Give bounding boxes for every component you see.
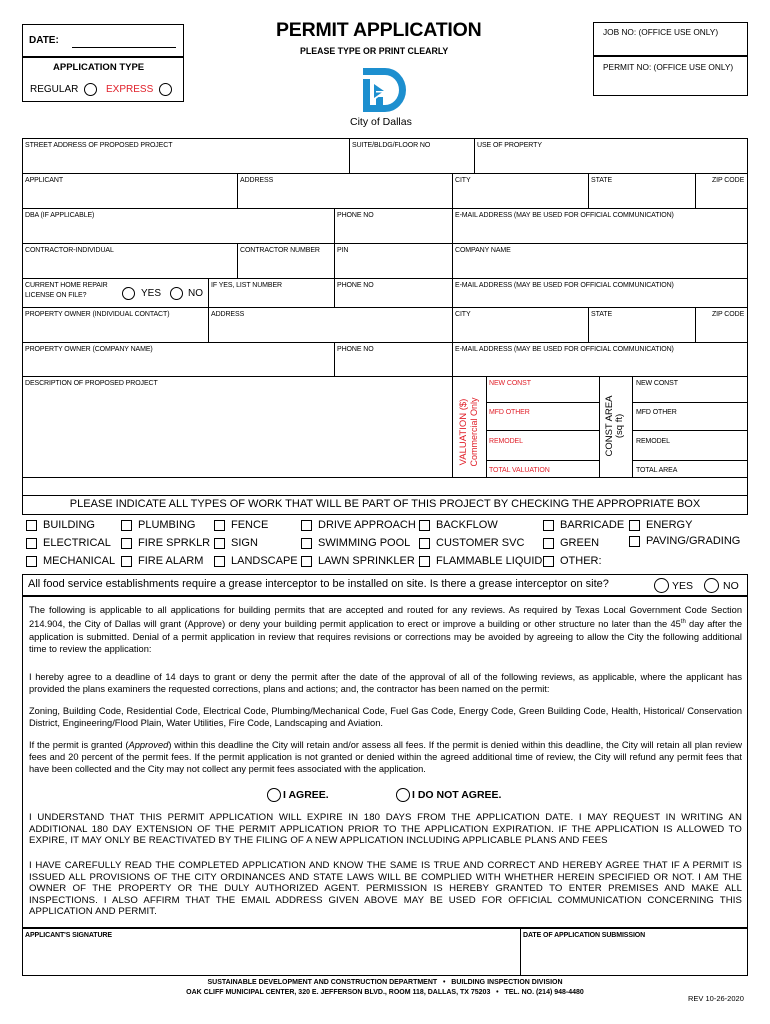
work-swimming-pool[interactable]: SWIMMING POOL [301,537,410,549]
agree-radio[interactable] [267,788,281,802]
owner-company-field[interactable]: PROPERTY OWNER (COMPANY NAME) [25,346,153,353]
work-fire-sprklr[interactable]: FIRE SPRKLR [121,537,210,549]
footer-address: OAK CLIFF MUNICIPAL CENTER, 320 E. JEFFERSON BLVD., ROOM 118, DALLAS, TX 75203 • TEL. NO. (214) 948-4480 [186,989,584,996]
contractor-number-field[interactable]: CONTRACTOR NUMBER [240,247,320,254]
checkbox[interactable] [419,520,430,531]
page-subtitle: PLEASE TYPE OR PRINT CLEARLY [300,46,449,56]
work-sign[interactable]: SIGN [214,537,258,549]
work-landscape[interactable]: LANDSCAPE [214,555,298,567]
checkbox[interactable] [301,520,312,531]
applicant-field[interactable]: APPLICANT [25,177,63,184]
area-new-const[interactable]: NEW CONST [636,380,678,387]
paragraph-expiration: I UNDERSTAND THAT THIS PERMIT APPLICATION WILL EXPIRE IN 180 DAYS FROM THE APPLICATION DATE. I MAY REQUEST IN WRITING AN ADDITIONAL 180 DAY EXTENSION OF THE PERMIT APPLICATION PRIOR TO THE APPLICATION EXPIRATION. IF THE APPLICATION IS ALLOWED TO EXPIRE, IT MAY ONLY BE REACTIVATED BY THE FILING OF A NEW APPLICATION INCLUDING APPLICABLE PLANS AND FEES [29,812,742,847]
applicant-address-field[interactable]: ADDRESS [240,177,274,184]
checkbox[interactable] [629,536,640,547]
applicant-zip-field[interactable]: ZIP CODE [712,177,745,184]
regular-label: REGULAR [30,84,79,95]
checkbox[interactable] [26,520,37,531]
checkbox[interactable] [26,538,37,549]
grease-question: All food service establishments require a grease interceptor to be installed on site. Is there a grease interceptor on site? [28,578,609,590]
repair-yes-radio[interactable] [122,287,135,300]
footer-department: SUSTAINABLE DEVELOPMENT AND CONSTRUCTION DEPARTMENT • BUILDING INSPECTION DIVISION [207,979,563,986]
disagree-label: I DO NOT AGREE. [412,789,502,801]
checkbox[interactable] [214,556,225,567]
application-type-label: APPLICATION TYPE [53,62,145,73]
owner-address-field[interactable]: ADDRESS [211,311,245,318]
owner-city-field[interactable]: CITY [455,311,471,318]
pin-field[interactable]: PIN [337,247,349,254]
page-title: PERMIT APPLICATION [276,19,482,41]
company-name-field[interactable]: COMPANY NAME [455,247,511,254]
checkbox[interactable] [629,520,640,531]
checkbox[interactable] [301,556,312,567]
applicant-state-field[interactable]: STATE [591,177,613,184]
work-fire-alarm[interactable]: FIRE ALARM [121,555,203,567]
submission-date-field[interactable]: DATE OF APPLICATION SUBMISSION [523,932,646,939]
checkbox[interactable] [121,538,132,549]
permit-no-label: PERMIT NO: (OFFICE USE ONLY) [603,62,734,72]
disagree-radio[interactable] [396,788,410,802]
paragraph-fees: If the permit is granted (Approved) within this deadline the City will retain and/or assess all fees. If the permit is denied within this deadline, the City will retain all plan review fees and 20 percent of the permit fees. If the permit application is not granted or denied within the agreed additional time of review, the City will refund any permit fees that have been collected and the City may not collect any permit fees associated with the application. [29,740,742,775]
paragraph-review-deadline: The following is applicable to all applications for building permits that are accepted and routed for any reviews. As required by Texas Local Government Code Section 214.904, the City of Dallas will grant (Approve) or deny your building permit application to erect or improve a building or other structure no later than the 45th day after the application is submitted. Denial of a permit application in review that requires revisions or corrections may be avoided by agreeing to allow the City the following additional time to review the application: [29,605,742,654]
owner-individual-field[interactable]: PROPERTY OWNER (INDIVIDUAL CONTACT) [25,311,170,318]
work-drive-approach[interactable]: DRIVE APPROACH [301,519,416,531]
valuation-mfd-other[interactable]: MFD OTHER [489,409,530,416]
date-input[interactable] [72,47,176,48]
paragraph-reviews-list: Zoning, Building Code, Residential Code, Electrical Code, Plumbing/Mechanical Code, Fuel Gas Code, Energy Code, Green Building Code, Health, Historical/ Conservation District, Engineering/Flood Plain, Water Utilities, Fire Code, Landscaping and Aviation. [29,706,742,729]
contractor-phone-field[interactable]: PHONE NO [337,282,374,289]
valuation-remodel[interactable]: REMODEL [489,438,523,445]
work-electrical[interactable]: ELECTRICAL [26,537,111,549]
repair-license-label-1: CURRENT HOME REPAIR [25,282,108,289]
valuation-label: VALUATION ($) Commercial Only [458,397,479,467]
list-number-field[interactable]: IF YES, LIST NUMBER [211,282,282,289]
agree-label: I AGREE. [283,789,329,801]
owner-zip-field[interactable]: ZIP CODE [712,311,745,318]
checkbox[interactable] [419,538,430,549]
work-energy[interactable]: ENERGY [629,519,692,531]
work-building[interactable]: BUILDING [26,519,95,531]
job-no-label: JOB NO: (OFFICE USE ONLY) [603,27,719,37]
grease-yes-radio[interactable] [654,578,669,593]
date-label: DATE: [29,35,59,46]
owner-phone-field[interactable]: PHONE NO [337,346,374,353]
dba-field[interactable]: DBA (IF APPLICABLE) [25,212,95,219]
owner-state-field[interactable]: STATE [591,311,613,318]
repair-no-radio[interactable] [170,287,183,300]
express-label: EXPRESS [106,84,154,95]
checkbox[interactable] [121,556,132,567]
work-plumbing[interactable]: PLUMBING [121,519,195,531]
checkbox[interactable] [543,538,554,549]
use-of-property-field[interactable]: USE OF PROPERTY [477,142,542,149]
repair-license-label-2: LICENSE ON FILE? [25,292,87,299]
checkbox[interactable] [26,556,37,567]
grease-no-radio[interactable] [704,578,719,593]
paragraph-affirmation: I HAVE CAREFULLY READ THE COMPLETED APPLICATION AND KNOW THE SAME IS TRUE AND CORRECT AND HEREBY AGREE THAT IF A PERMIT IS ISSUED ALL PROVISIONS OF THE CITY ORDINANCES AND STATE LAWS WILL BE COMPLIED WITH WHETHER HEREIN SPECIFIED OR NOT. I AM THE OWNER OF THE PROPERTY OR THE DULY AUTHORIZED AGENT. PERMISSION IS HEREBY GRANTED TO ENTER PREMISES AND MAKE ALL INSPECTIONS. I ALSO AFFIRM THAT THE EMAIL ADDRESS GIVEN ABOVE MAY BE USED FOR OFFICIAL COMMUNICATION CONCERNING THIS APPLICATION AND PERMIT. [29,860,742,918]
contractor-email-field[interactable]: E-MAIL ADDRESS (MAY BE USED FOR OFFICIAL COMMUNICATION) [455,282,674,289]
grease-no-label: NO [723,580,739,592]
area-remodel[interactable]: REMODEL [636,438,670,445]
owner-email-field[interactable]: E-MAIL ADDRESS (MAY BE USED FOR OFFICIAL COMMUNICATION) [455,346,674,353]
dba-email-field[interactable]: E-MAIL ADDRESS (MAY BE USED FOR OFFICIAL COMMUNICATION) [455,212,674,219]
express-radio[interactable] [159,83,172,96]
dba-phone-field[interactable]: PHONE NO [337,212,374,219]
revision-date: REV 10-26-2020 [688,994,744,1003]
work-barricade[interactable]: BARRICADE [543,519,624,531]
repair-no-label: NO [188,288,203,299]
work-backflow[interactable]: BACKFLOW [419,519,498,531]
applicant-city-field[interactable]: CITY [455,177,471,184]
checkbox[interactable] [543,556,554,567]
checkbox[interactable] [121,520,132,531]
paragraph-14-days: I hereby agree to a deadline of 14 days to grant or deny the permit after the date of the approval of all of the following reviews, as applicable, where the applicant has provided the plans examiners the requested corrections, plans and actions; and, the contractor has been named on the permit: [29,672,742,695]
work-fence[interactable]: FENCE [214,519,268,531]
work-lawn-sprinkler[interactable]: LAWN SPRINKLER [301,555,415,567]
city-name: City of Dallas [350,116,412,128]
applicant-signature-field[interactable]: APPLICANT'S SIGNATURE [25,932,112,939]
repair-yes-label: YES [141,288,162,299]
work-paving-grading[interactable]: PAVING/GRADING [629,535,740,547]
valuation-total[interactable]: TOTAL VALUATION [489,467,550,474]
checkbox[interactable] [301,538,312,549]
description-field[interactable]: DESCRIPTION OF PROPOSED PROJECT [25,380,158,387]
area-total[interactable]: TOTAL AREA [636,467,678,474]
checkbox[interactable] [419,556,430,567]
suite-field[interactable]: SUITE/BLDG/FLOOR NO [352,142,431,149]
work-flammable-liquid[interactable]: FLAMMABLE LIQUID [419,555,542,567]
street-address-field[interactable]: STREET ADDRESS OF PROPOSED PROJECT [25,142,173,149]
grease-yes-label: YES [672,580,694,592]
work-other[interactable]: OTHER: [543,555,602,567]
city-of-dallas-logo [360,67,410,113]
work-green[interactable]: GREEN [543,537,599,549]
work-types-heading: PLEASE INDICATE ALL TYPES OF WORK THAT WILL BE PART OF THIS PROJECT BY CHECKING THE APPROPRIATE BOX [69,498,701,510]
work-mechanical[interactable]: MECHANICAL [26,555,115,567]
const-area-label: CONST AREA (sq ft) [604,395,625,457]
contractor-field[interactable]: CONTRACTOR-INDIVIDUAL [25,247,114,254]
valuation-new-const[interactable]: NEW CONST [489,380,531,387]
regular-radio[interactable] [84,83,97,96]
checkbox[interactable] [214,520,225,531]
work-customer-svc[interactable]: CUSTOMER SVC [419,537,524,549]
checkbox[interactable] [214,538,225,549]
area-mfd-other[interactable]: MFD OTHER [636,409,677,416]
checkbox[interactable] [543,520,554,531]
